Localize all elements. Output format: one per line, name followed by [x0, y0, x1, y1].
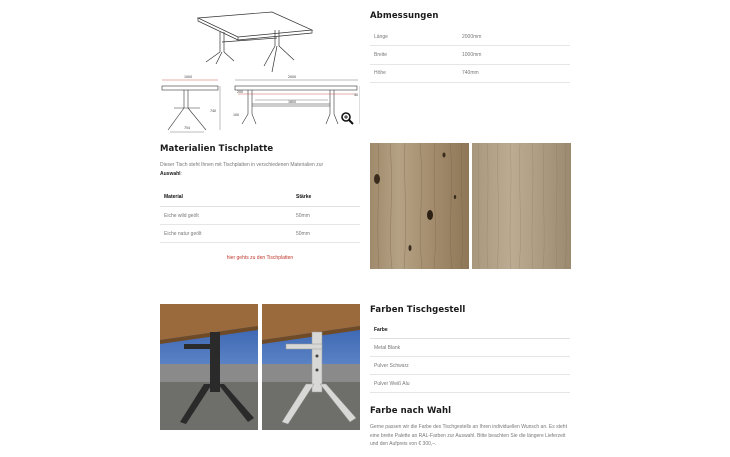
spec-value: 740mm [462, 70, 479, 77]
tischplatten-link[interactable]: hier gehts zu den Tischplatten [226, 255, 294, 261]
intro-text: Dieser Tisch steht Ihnen mit Tischplatten in verschiedenen Materialien zur [160, 162, 324, 168]
dim-foot: 754 [184, 126, 191, 130]
materialien-table [160, 188, 360, 243]
materialien-intro [160, 161, 360, 178]
spec-label: Länge [374, 33, 388, 40]
dim-length: 2000 [288, 75, 297, 79]
header-farbe: Farbe [370, 321, 570, 339]
spec-value: 2000mm [462, 33, 482, 40]
abmessungen-table [370, 28, 570, 83]
table-row [160, 207, 360, 225]
farben-table [370, 321, 570, 393]
wood-sample-wild[interactable] [370, 143, 469, 269]
staerke-cell: 50mm [296, 212, 310, 219]
table-header [160, 188, 360, 207]
table-row [370, 46, 570, 64]
frame-photo-black[interactable] [160, 304, 258, 430]
intro-bold: Auswahl [160, 170, 181, 177]
farbe-wahl-text: Gerne passen wir die Farbe des Tischgestells an Ihren individuellen Wunsch an. Es steht eine breite Palette an RAL-Farben zur Auswahl. Bitte beachten Sie die längere Lieferzeit und den Aufpreis von € 300,–. [370, 424, 567, 447]
table-technical-drawing [160, 6, 360, 134]
dim-small: 100 [233, 113, 240, 117]
spec-label: Höhe [374, 70, 386, 77]
header-staerke: Stärke [296, 194, 312, 200]
table-row: Pulver Schwarz [370, 357, 570, 375]
abmessungen-title: Abmessungen [370, 11, 439, 21]
dim-inner-left: 200 [237, 90, 244, 94]
spec-value: 1000mm [462, 51, 482, 58]
staerke-cell: 50mm [296, 230, 310, 237]
intro-end: : [180, 170, 182, 177]
table-row [160, 225, 360, 243]
materialien-title: Materialien Tischplatte [160, 144, 274, 154]
dim-inner-center: 1600 [288, 100, 297, 104]
farbe-wahl-title: Farbe nach Wahl [370, 406, 452, 416]
zoom-icon[interactable] [340, 111, 354, 125]
table-row [370, 65, 570, 83]
material-cell: Eiche natur geölt [164, 230, 202, 237]
farben-title: Farben Tischgestell [370, 305, 466, 315]
dim-height: 740 [210, 109, 217, 113]
material-cell: Eiche wild geölt [164, 212, 199, 219]
dim-top: 40 [354, 93, 359, 97]
spec-label: Breite [374, 51, 388, 58]
header-material: Material [164, 194, 183, 200]
frame-photo-white[interactable] [262, 304, 360, 430]
table-row [370, 28, 570, 46]
wood-sample-natur[interactable] [472, 143, 571, 269]
dim-width-side: 1000 [184, 75, 193, 79]
table-row: Metal Blank [370, 339, 570, 357]
table-row: Pulver Weiß Alu [370, 375, 570, 393]
